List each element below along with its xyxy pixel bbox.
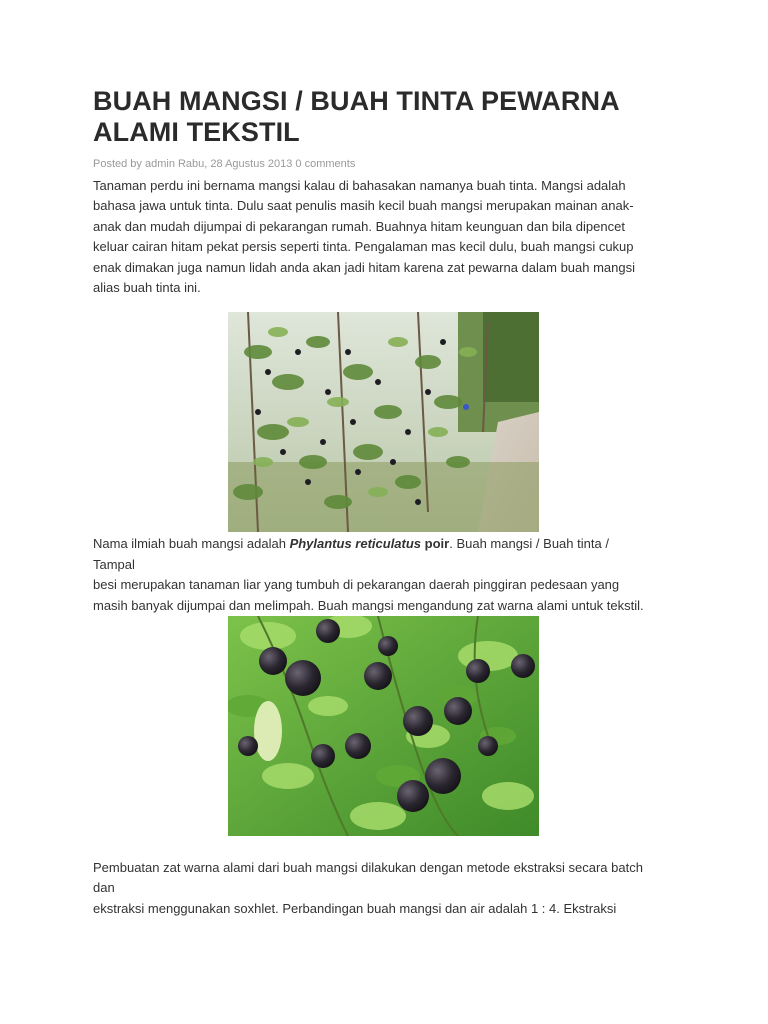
scientific-paragraph bbox=[93, 534, 673, 616]
process-line: dan bbox=[93, 880, 115, 896]
article bbox=[93, 86, 673, 919]
process-line: Pembuatan zat warna alami dari buah mangsi dilakukan dengan metode ekstraksi secara batch bbox=[93, 860, 643, 876]
scientific-line: besi merupakan tanaman liar yang tumbuh di pekarangan daerah pinggiran pedesaan yang bbox=[93, 577, 620, 593]
scientific-prefix: Nama ilmiah buah mangsi adalah bbox=[93, 536, 290, 552]
intro-line: Tanaman perdu ini bernama mangsi kalau di bahasakan namanya buah tinta. Mangsi adalah bbox=[93, 178, 626, 193]
process-line: ekstraksi menggunakan soxhlet. Perbandingan buah mangsi dan air adalah 1 : 4. Ekstraksi bbox=[93, 900, 617, 916]
intro-line: bahasa jawa untuk tinta. Dulu saat penulis masih kecil buah mangsi merupakan mainan anak- bbox=[93, 198, 634, 214]
intro-line: enak dimakan juga namun lidah anda akan jadi hitam karena zat pewarna dalam buah mangsi bbox=[93, 259, 636, 275]
latin-author: poir bbox=[421, 536, 450, 552]
scientific-suffix: . Buah mangsi / Buah tinta / bbox=[449, 536, 609, 552]
latin-name: Phylantus reticulatus bbox=[289, 536, 422, 552]
post-meta: Posted by admin Rabu, 28 Agustus 2013 0 comments bbox=[93, 158, 356, 170]
mangsi-berries-photo bbox=[228, 616, 539, 836]
process-paragraph bbox=[93, 858, 673, 919]
intro-paragraph bbox=[93, 176, 673, 298]
intro-line: keluar cairan hitam pekat persis seperti tinta. Pengalaman mas kecil dulu, buah mangsi cukup bbox=[93, 239, 634, 255]
intro-line: alias buah tinta ini. bbox=[93, 280, 201, 296]
article-title: BUAH MANGSI / BUAH TINTA PEWARNA ALAMI TEKSTIL bbox=[93, 86, 619, 147]
mangsi-shrub-photo bbox=[228, 312, 539, 532]
scientific-line: masih banyak dijumpai dan melimpah. Buah mangsi mengandung zat warna alami untuk tekstil. bbox=[93, 597, 644, 613]
intro-line: anak dan mudah dijumpai di pekarangan rumah. Buahnya hitam keunguan dan bila dipencet bbox=[93, 218, 625, 234]
scientific-line: Tampal bbox=[93, 556, 135, 572]
